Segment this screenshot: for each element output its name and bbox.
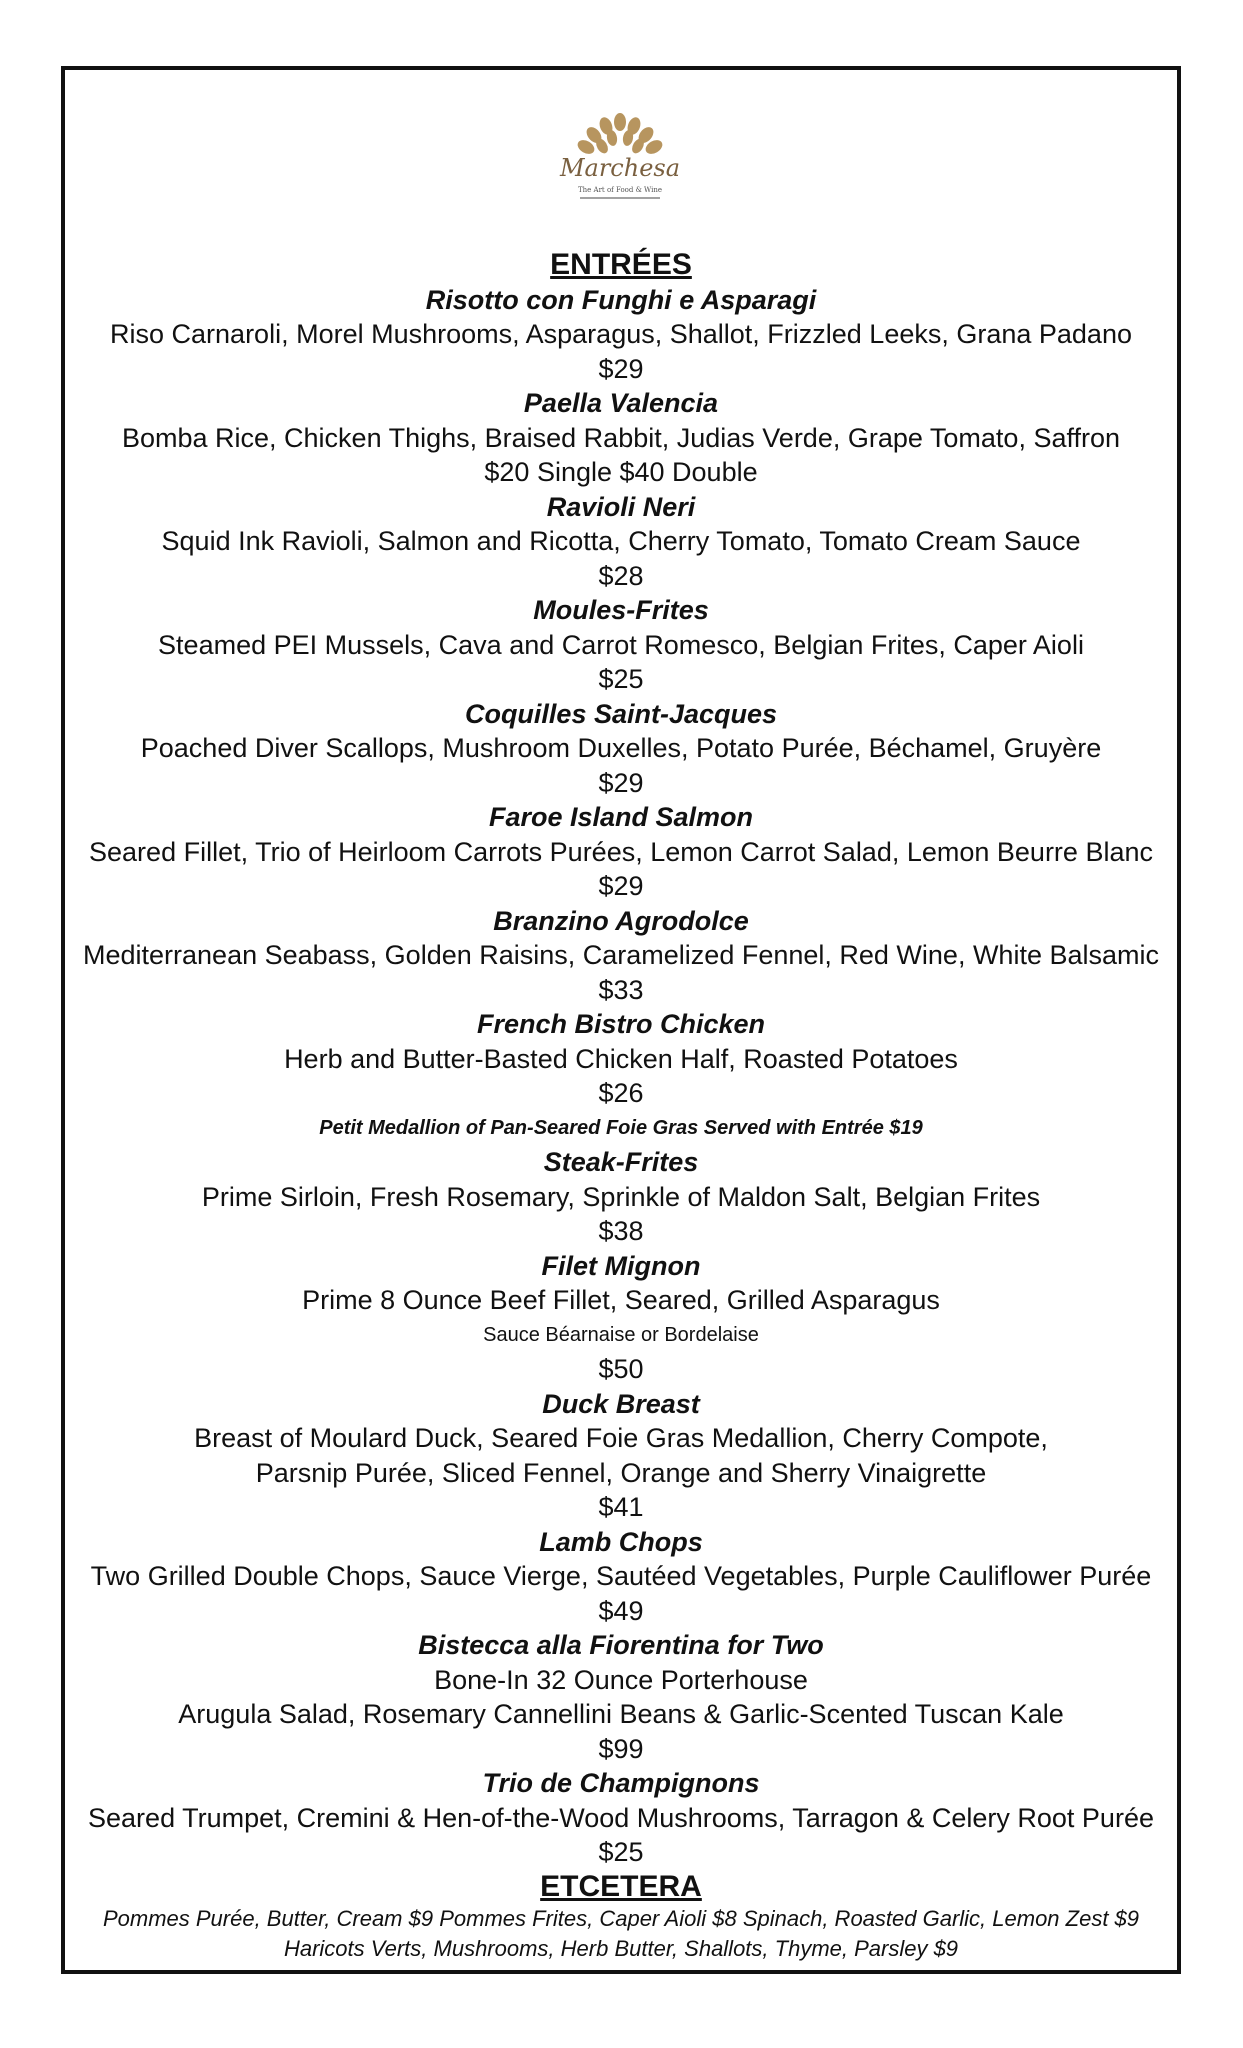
dish-price: $26 xyxy=(598,1078,644,1108)
dish-name: Trio de Champignons xyxy=(482,1768,760,1798)
entree-list xyxy=(66,283,1176,1870)
dish-name: Lamb Chops xyxy=(539,1526,703,1557)
dish-description: Herb and Butter-Basted Chicken Half, Roasted Potatoes xyxy=(284,1043,958,1074)
dish-name: French Bistro Chicken xyxy=(476,1009,766,1039)
dish-description: Prime Sirloin, Fresh Rosemary, Sprinkle of Maldon Salt, Belgian Frites xyxy=(201,1181,1041,1212)
dish-price: $99 xyxy=(598,1733,644,1764)
dish-description: Mediterranean Seabass, Golden Raisins, Caramelized Fennel, Red Wine, White Balsamic xyxy=(83,940,1159,970)
dish-name: Branzino Agrodolce xyxy=(493,905,749,936)
dish-name: Bistecca alla Fiorentina for Two xyxy=(418,1630,824,1660)
svg-text:Marchesa: Marchesa xyxy=(559,154,681,182)
dish-price: $33 xyxy=(598,974,644,1005)
dish-description: Bomba Rice, Chicken Thighs, Braised Rabbit, Judias Verde, Grape Tomato, Saffron xyxy=(121,422,1121,453)
etcetera-heading: ETCETERA xyxy=(540,1869,702,1903)
entrees-heading: ENTRÉES xyxy=(550,248,692,281)
dish-name: Paella Valencia xyxy=(523,388,719,418)
marchesa-logo xyxy=(540,108,700,208)
dish-description: Squid Ink Ravioli, Salmon and Ricotta, Cherry Tomato, Tomato Cream Sauce xyxy=(161,526,1081,556)
dish-description-continued: Arugula Salad, Rosemary Cannellini Beans & Garlic-Scented Tuscan Kale xyxy=(178,1699,1064,1729)
dish-description: Bone-In 32 Ounce Porterhouse xyxy=(434,1664,808,1695)
dish-name: Ravioli Neri xyxy=(546,491,696,522)
dish-description: Breast of Moulard Duck, Seared Foie Gras Medallion, Cherry Compote, xyxy=(194,1423,1048,1453)
dish-name: Coquilles Saint-Jacques xyxy=(464,698,778,729)
dish-name: Filet Mignon xyxy=(541,1250,701,1281)
menu-content xyxy=(66,248,1176,1964)
dish-price: $49 xyxy=(598,1595,644,1626)
dish-price: $29 xyxy=(598,353,644,384)
dish-description: Prime 8 Ounce Beef Fillet, Seared, Grilled Asparagus xyxy=(302,1285,940,1315)
foie-gras-note: Petit Medallion of Pan-Seared Foie Gras Served with Entrée $19 xyxy=(319,1116,923,1139)
etcetera-line-2: Haricots Verts, Mushrooms, Herb Butter, Shallots, Thyme, Parsley $9 xyxy=(283,1936,959,1961)
dish-price: $29 xyxy=(598,767,644,798)
dish-description: Seared Trumpet, Cremini & Hen-of-the-Wood Mushrooms, Tarragon & Celery Root Purée xyxy=(88,1802,1154,1833)
dish-name: Risotto con Funghi e Asparagi xyxy=(425,284,817,315)
dish-description-continued: Parsnip Purée, Sliced Fennel, Orange and Sherry Vinaigrette xyxy=(255,1457,987,1488)
dish-price: $38 xyxy=(598,1216,644,1246)
dish-price: $29 xyxy=(598,871,644,901)
dish-name: Duck Breast xyxy=(542,1388,700,1419)
dish-sauce-options: Sauce Béarnaise or Bordelaise xyxy=(483,1323,759,1346)
svg-text:The Art of Food & Wine: The Art of Food & Wine xyxy=(577,186,663,194)
dish-price: $25 xyxy=(598,664,644,694)
dish-description: Poached Diver Scallops, Mushroom Duxelles, Potato Purée, Béchamel, Gruyère xyxy=(140,733,1102,763)
dish-price: $50 xyxy=(598,1354,644,1384)
dish-price: $41 xyxy=(598,1492,644,1522)
dish-name: Steak-Frites xyxy=(543,1147,699,1177)
dish-description: Seared Fillet, Trio of Heirloom Carrots Purées, Lemon Carrot Salad, Lemon Beurre Blanc xyxy=(89,836,1153,867)
dish-price: $28 xyxy=(598,560,644,591)
etcetera-line-1: Pommes Purée, Butter, Cream $9 Pommes Frites, Caper Aioli $8 Spinach, Roasted Garlic, Lemon Zest $9 xyxy=(102,1906,1140,1931)
dish-description: Two Grilled Double Chops, Sauce Vierge, Sautéed Vegetables, Purple Cauliflower Purée xyxy=(90,1561,1152,1591)
dish-price: $20 Single $40 Double xyxy=(484,457,758,487)
dish-description: Riso Carnaroli, Morel Mushrooms, Asparagus, Shallot, Frizzled Leeks, Grana Padano xyxy=(110,319,1132,349)
dish-price: $25 xyxy=(598,1837,644,1867)
lotus-icon xyxy=(540,108,700,208)
dish-description: Steamed PEI Mussels, Cava and Carrot Romesco, Belgian Frites, Caper Aioli xyxy=(158,629,1084,660)
dish-name: Moules-Frites xyxy=(533,595,709,625)
dish-name: Faroe Island Salmon xyxy=(488,802,754,832)
